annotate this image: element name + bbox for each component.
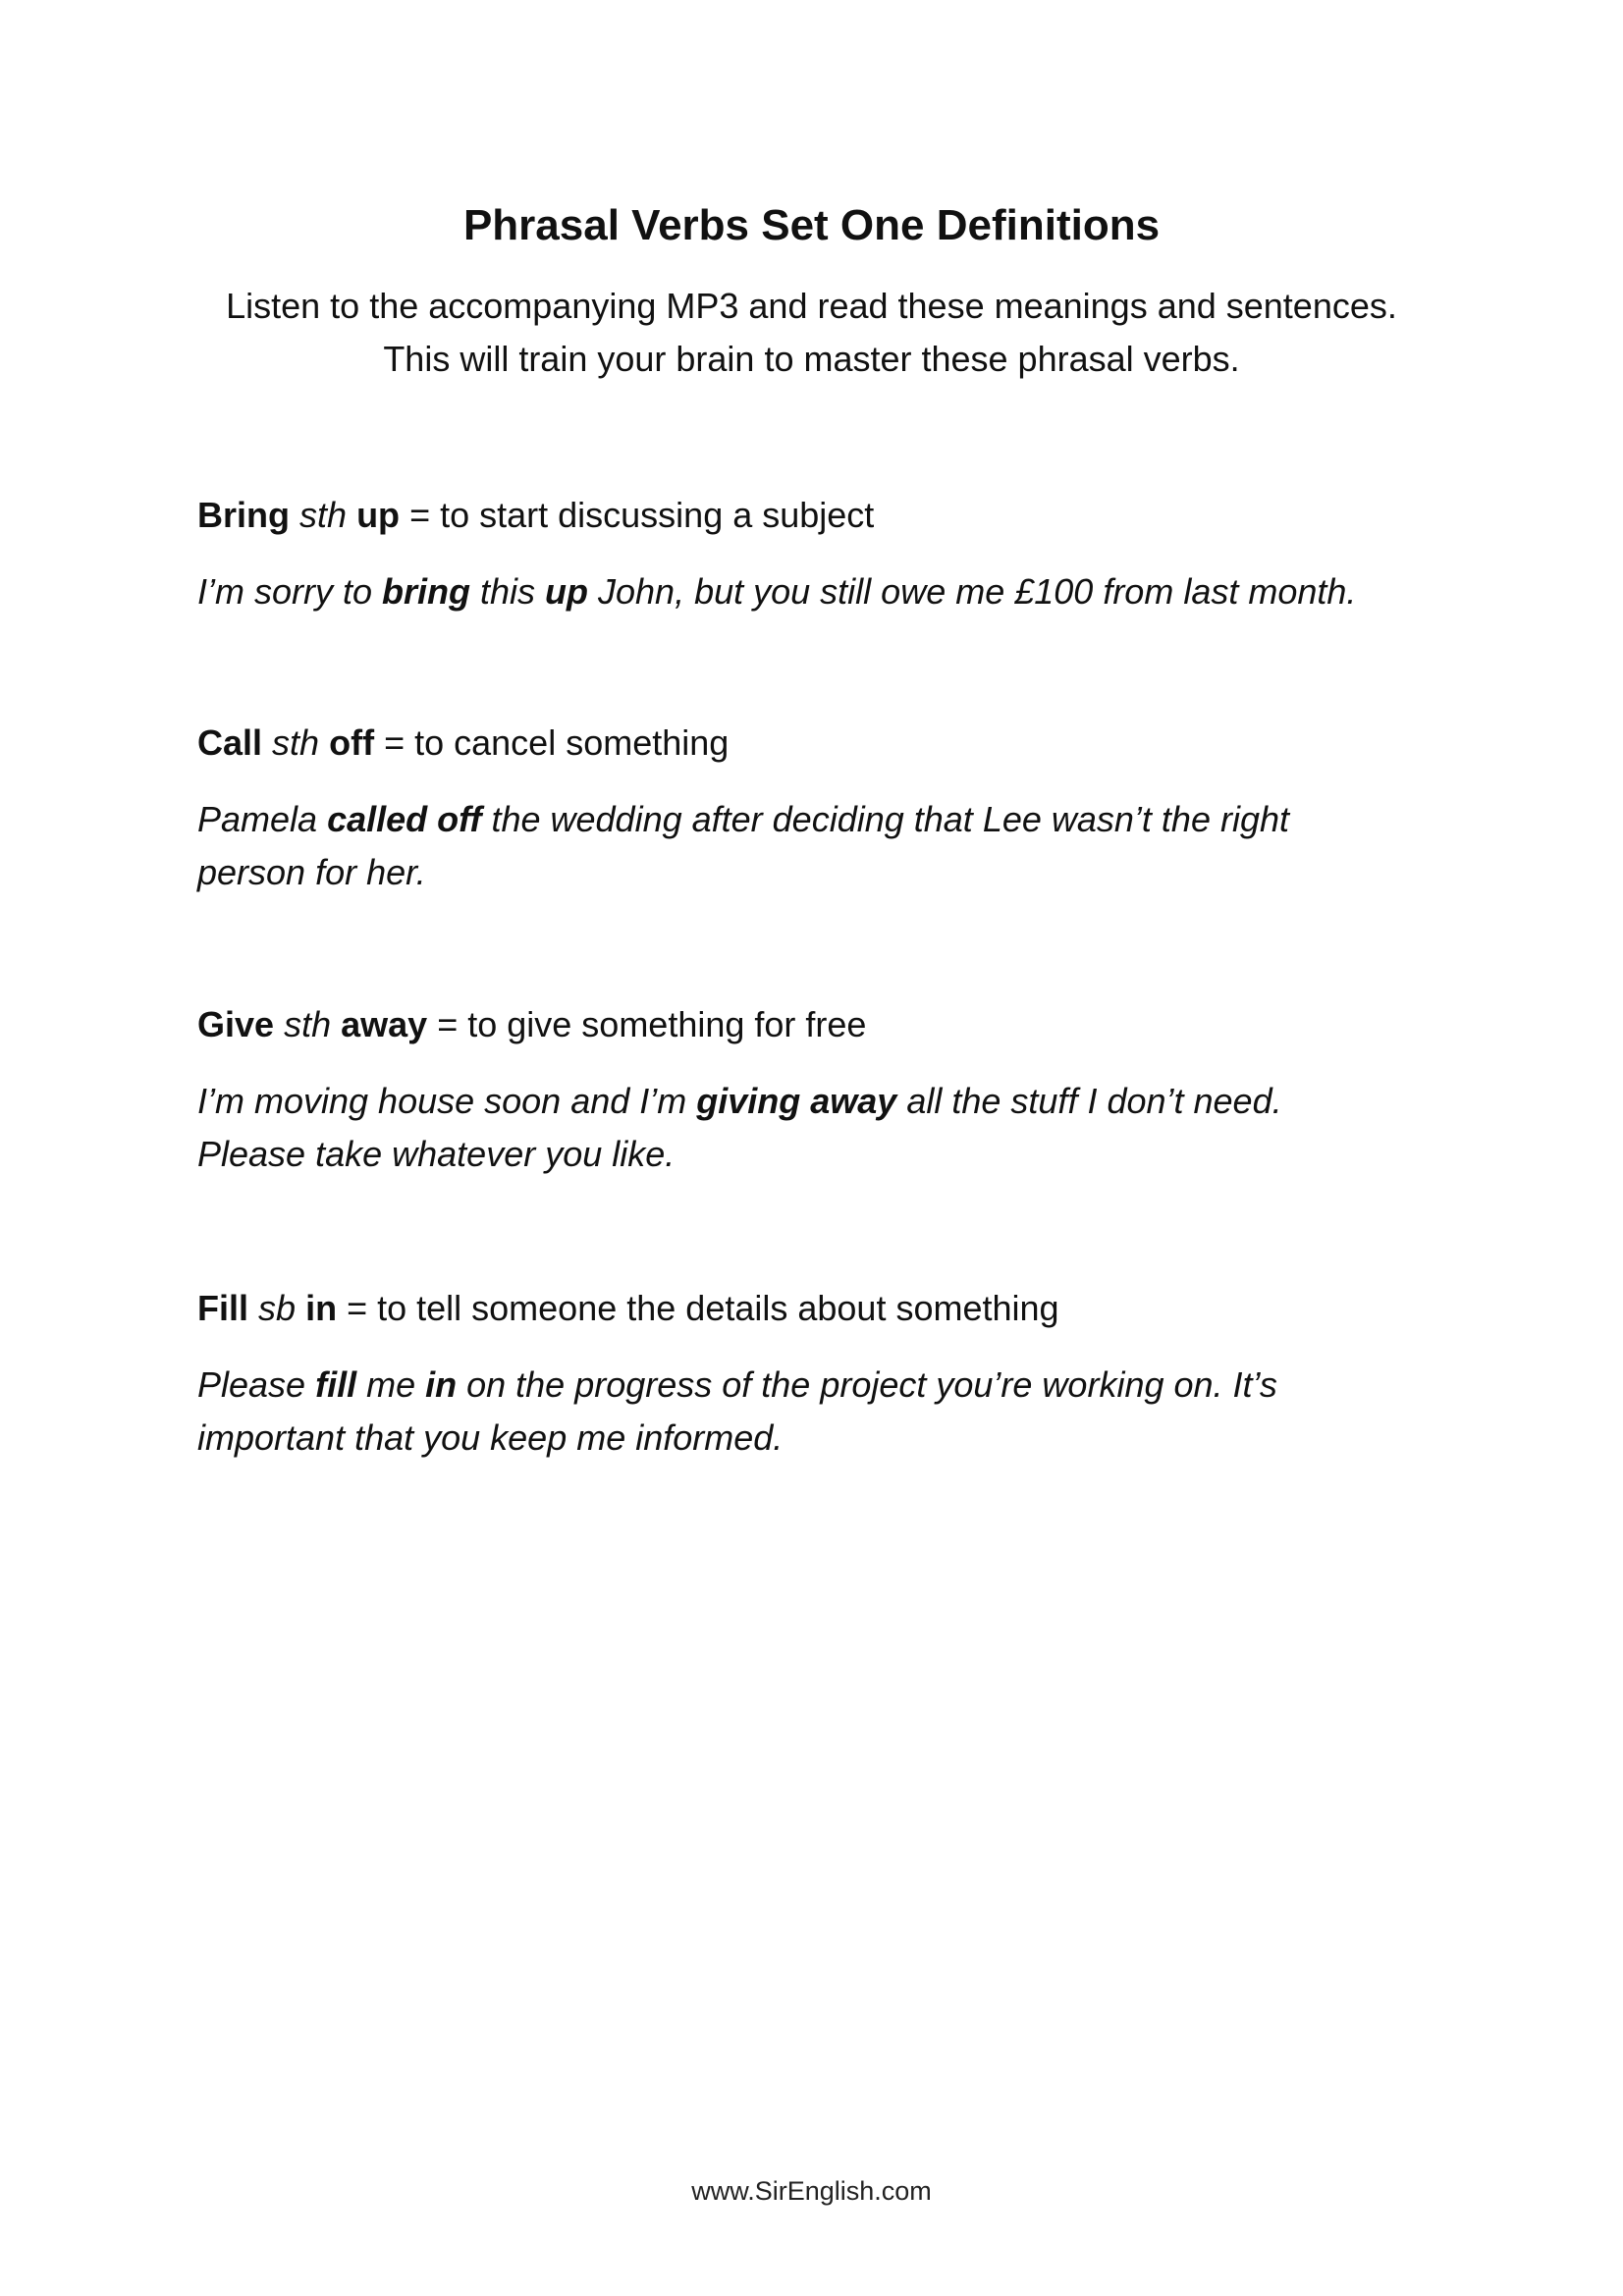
page-title: Phrasal Verbs Set One Definitions: [462, 201, 1161, 249]
example-phrasal-verb: called off: [327, 799, 482, 839]
object: sb: [258, 1288, 297, 1328]
meaning: = to start discussing a subject: [409, 495, 875, 535]
example-line-2: Please take whatever you like.: [197, 1134, 676, 1174]
definition-line: [197, 717, 1474, 770]
example-text: Please: [197, 1364, 316, 1405]
meaning: = to tell someone the details about something: [347, 1288, 1059, 1328]
example-line-1: [197, 793, 1474, 846]
example-text: Pamela: [197, 799, 328, 839]
example-line-2: important that you keep me informed.: [197, 1417, 784, 1458]
entry-give-away: [197, 998, 1474, 1181]
particle: in: [305, 1288, 338, 1328]
entry-bring-up: [197, 489, 1474, 618]
intro-line-1: Listen to the accompanying MP3 and read these meanings and sentences.: [226, 286, 1397, 326]
verb: Fill: [197, 1288, 248, 1328]
definition-line: [197, 489, 1474, 542]
example-text: me: [356, 1364, 426, 1405]
example-line-1: [197, 1359, 1474, 1412]
example-line-1: [197, 565, 1474, 618]
example-text: the wedding after deciding that Lee wasn’t the right: [481, 799, 1290, 839]
example-text: all the stuff I don’t need.: [896, 1081, 1282, 1121]
footer-website: www.SirEnglish.com: [691, 2176, 932, 2206]
example-sentence: [197, 565, 1474, 618]
example-line-2: person for her.: [197, 852, 426, 892]
object: sth: [284, 1004, 332, 1044]
example-line-1: [197, 1075, 1474, 1128]
definition-line: [197, 998, 1474, 1051]
example-sentence: [197, 1075, 1474, 1181]
example-particle: in: [425, 1364, 458, 1405]
example-text: on the progress of the project you’re working on. It’s: [457, 1364, 1277, 1405]
meaning: = to cancel something: [384, 722, 730, 763]
example-sentence: [197, 793, 1474, 899]
example-particle: up: [545, 571, 589, 612]
example-verb: bring: [382, 571, 470, 612]
particle: off: [329, 722, 375, 763]
particle: away: [341, 1004, 428, 1044]
example-text: John, but you still owe me £100 from last month.: [588, 571, 1357, 612]
definition-line: [197, 1282, 1474, 1335]
object: sth: [299, 495, 348, 535]
particle: up: [356, 495, 401, 535]
example-text: I’m sorry to: [197, 571, 383, 612]
example-phrasal-verb: giving away: [696, 1081, 897, 1121]
verb: Give: [197, 1004, 275, 1044]
example-verb: fill: [315, 1364, 357, 1405]
verb: Bring: [197, 495, 290, 535]
example-text: I’m moving house soon and I’m: [197, 1081, 697, 1121]
entry-fill-in: [197, 1282, 1474, 1465]
example-sentence: [197, 1359, 1474, 1465]
entry-call-off: [197, 717, 1474, 899]
meaning: = to give something for free: [437, 1004, 867, 1044]
object: sth: [272, 722, 320, 763]
verb: Call: [197, 722, 263, 763]
intro-line-2: This will train your brain to master these phrasal verbs.: [383, 339, 1240, 379]
example-text: this: [470, 571, 546, 612]
intro-text: [147, 280, 1476, 386]
